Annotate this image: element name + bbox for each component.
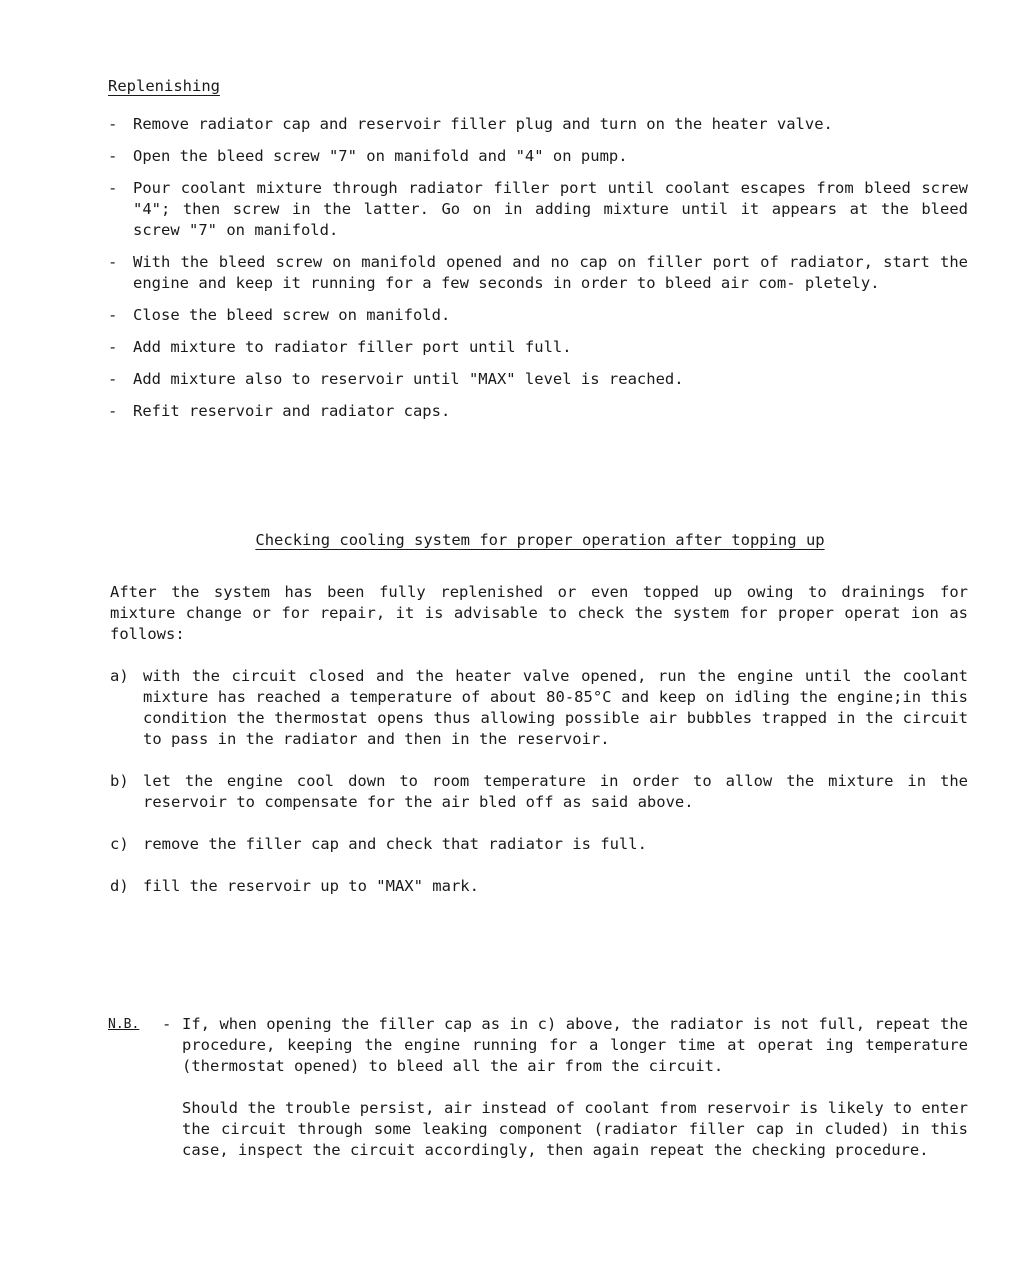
- list-item: [108, 146, 968, 167]
- note-label: N.B.: [108, 1017, 140, 1032]
- bullet-dash: -: [108, 370, 118, 388]
- list-item: [110, 666, 968, 750]
- list-item-text: Pour coolant mixture through radiator filler port until coolant escapes from bleed screw "4"; then screw in the latter. Go on in adding mixture until it appears at the bleed screw "7" on manifold.: [133, 179, 968, 239]
- list-item: [110, 876, 968, 897]
- bullet-dash: -: [108, 253, 118, 271]
- bullet-dash: -: [108, 338, 118, 356]
- checking-intro-paragraph: After the system has been fully replenished or even topped up owing to drainings for mixture change or for repair, it is advisable to check the system for proper operat ion as follows:: [110, 583, 968, 643]
- checking-heading: Checking cooling system for proper operation after topping up: [255, 531, 825, 549]
- bullet-dash: -: [108, 147, 118, 165]
- list-item-text: Remove radiator cap and reservoir filler plug and turn on the heater valve.: [133, 115, 833, 133]
- list-item-text: Close the bleed screw on manifold.: [133, 306, 451, 324]
- list-item: [108, 305, 968, 326]
- list-item-text: Open the bleed screw "7" on manifold and "4" on pump.: [133, 147, 628, 165]
- note-paragraph: If, when opening the filler cap as in c) above, the radiator is not full, repeat the procedure, keeping the engine running for a longer time at operat ing temperature (thermostat opened) to bleed all the air from the circuit.: [182, 1015, 968, 1075]
- step-text: with the circuit closed and the heater valve opened, run the engine until the coolant mixture has reached a temperature of about 80-85°C and keep on idling the engine;in this condition the thermostat opens thus allowing possible air bubbles trapped in the circuit to pass in the radiator and then in the reservoir.: [143, 667, 968, 748]
- list-item: [110, 834, 968, 855]
- bullet-dash: -: [108, 179, 118, 197]
- replenishing-heading: Replenishing: [108, 77, 220, 95]
- list-item: [108, 369, 968, 390]
- list-item-text: Add mixture also to reservoir until "MAX" level is reached.: [133, 370, 684, 388]
- bullet-dash: -: [108, 115, 118, 133]
- list-item: [110, 771, 968, 813]
- list-item-text: Add mixture to radiator filler port until full.: [133, 338, 572, 356]
- note-body: [182, 1014, 968, 1161]
- list-item-text: Refit reservoir and radiator caps.: [133, 402, 451, 420]
- list-item: [108, 252, 968, 294]
- replenishing-steps-list: [108, 114, 968, 433]
- step-text: remove the filler cap and check that radiator is full.: [143, 835, 647, 853]
- step-marker: b): [110, 772, 129, 790]
- bullet-dash: -: [108, 306, 118, 324]
- step-marker: c): [110, 835, 129, 853]
- list-item: [108, 178, 968, 241]
- step-marker: d): [110, 877, 129, 895]
- note-block: [108, 1014, 968, 1182]
- note-dash: -: [162, 1015, 172, 1033]
- step-text: let the engine cool down to room temperature in order to allow the mixture in the reservoir to compensate for the air bled off as said above.: [143, 772, 968, 811]
- list-item: [108, 114, 968, 135]
- bullet-dash: -: [108, 402, 118, 420]
- list-item-text: With the bleed screw on manifold opened and no cap on filler port of radiator, start the engine and keep it running for a few seconds in order to bleed air com- pletely.: [133, 253, 968, 292]
- list-item: [108, 337, 968, 358]
- step-text: fill the reservoir up to "MAX" mark.: [143, 877, 479, 895]
- step-marker: a): [110, 667, 129, 685]
- list-item: [108, 401, 968, 422]
- note-paragraph: Should the trouble persist, air instead of coolant from reservoir is likely to enter the circuit through some leaking component (radiator filler cap in cluded) in this case, inspect the circuit accordingly, then again repeat the checking procedure.: [182, 1099, 968, 1159]
- checking-steps-list: [110, 666, 968, 918]
